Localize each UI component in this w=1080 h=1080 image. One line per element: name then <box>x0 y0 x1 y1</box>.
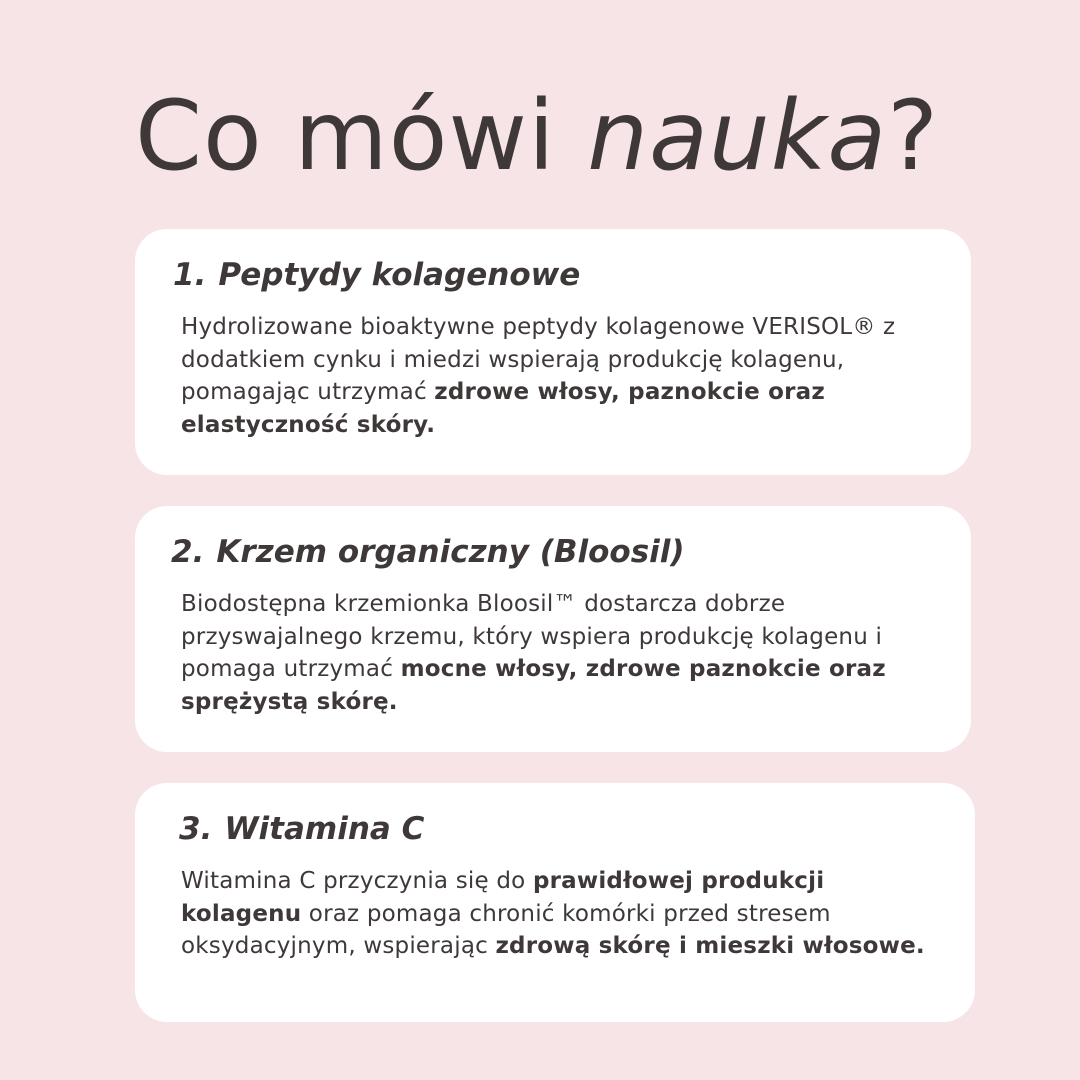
card-number: 1. <box>173 257 207 293</box>
card-body-text: Biodostępna krzemionka Bloosil™ dostarcza dobrze przyswajalnego krzemu, który wspiera produkcję kolagenu i pomaga utrzymać <box>181 591 883 682</box>
card-body-bold: zdrowe włosy, paznokcie oraz elastyczność skóry. <box>181 379 825 438</box>
title-italic: nauka <box>587 80 888 192</box>
title-plain: Co mówi <box>135 80 588 192</box>
card-body-text: Hydrolizowane bioaktywne peptydy kolagenowe VERISOL® z dodatkiem cynku i miedzi wspierają produkcję kolagenu, pomagając utrzymać <box>181 314 896 405</box>
card-organic-silicon <box>135 506 971 752</box>
card-body <box>181 865 951 963</box>
card-body-bold: prawidłowej produkcji kolagenu <box>181 868 825 927</box>
card-heading <box>173 255 580 295</box>
card-body <box>181 588 951 718</box>
card-heading-text: Krzem organiczny (Bloosil) <box>216 534 685 570</box>
card-heading <box>171 532 685 572</box>
card-collagen-peptides <box>135 229 971 475</box>
page-title <box>135 80 940 192</box>
card-body <box>181 311 951 441</box>
card-heading-text: Peptydy kolagenowe <box>218 257 581 293</box>
card-heading-text: Witamina C <box>224 811 425 847</box>
title-question-mark: ? <box>887 80 940 192</box>
card-number: 2. <box>171 534 205 570</box>
card-body-bold: mocne włosy, zdrowe paznokcie oraz sprężystą skórę. <box>181 656 886 715</box>
card-number: 3. <box>179 811 213 847</box>
card-body-text: oraz pomaga chronić komórki przed stresem oksydacyjnym, wspierając <box>181 900 831 959</box>
card-vitamin-c <box>135 783 975 1022</box>
card-body-bold: zdrową skórę i mieszki włosowe. <box>495 933 925 959</box>
card-heading <box>179 809 424 849</box>
card-body-text: Witamina C przyczynia się do <box>181 868 533 894</box>
